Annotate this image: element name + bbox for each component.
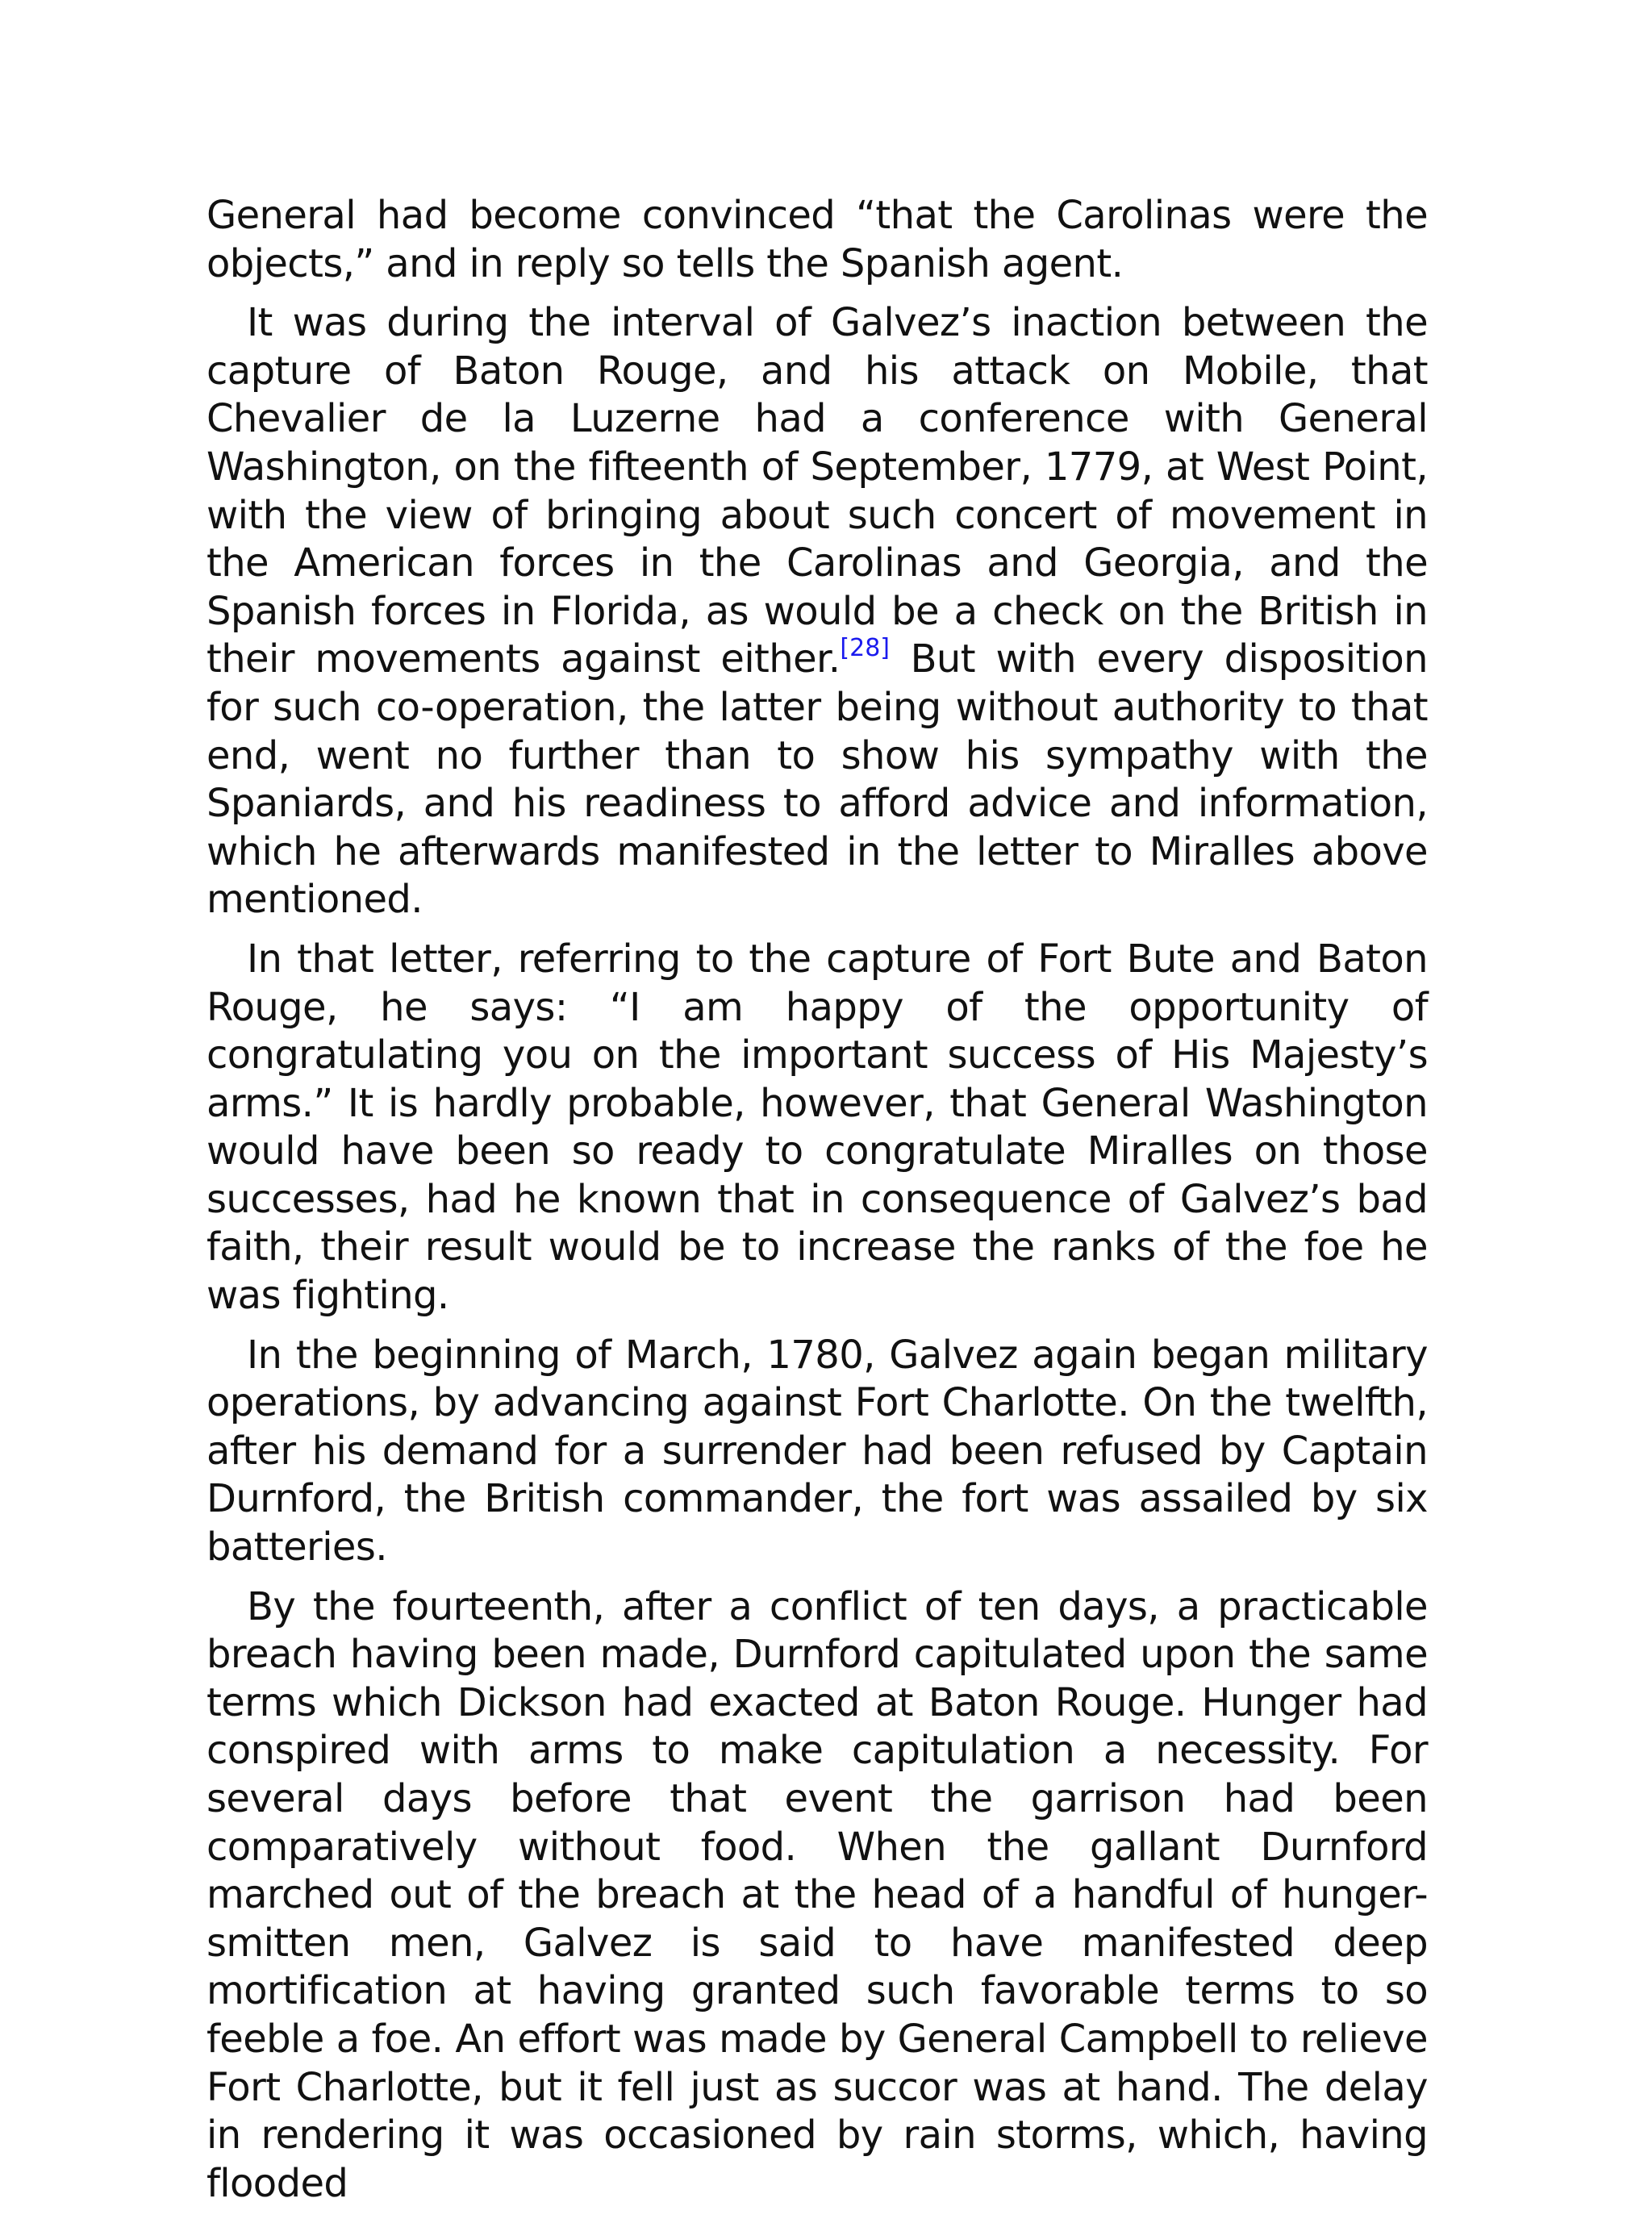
paragraph-5 — [206, 1583, 1428, 2209]
paragraph-3-text: In that letter, referring to the capture of Fort Bute and Baton Rouge, he says: “I am happy of the opportunity of congratulating you on the important success of His Majesty’s arms.” It is hardly probable, however, that General Washington would have been so ready to congratulate Miralles on those successes, had he known that in consequence of Galvez’s bad faith, their result would be to increase the ranks of the foe he was fighting. — [206, 936, 1428, 1319]
paragraph-5-text: By the fourteenth, after a conflict of ten days, a practicable breach having been made, Durnford capitulated upon the same terms which Dickson had exacted at Baton Rouge. Hunger had conspired with arms to make capitulation a necessity. For several days before that event the garrison had been comparatively without food. When the gallant Durnford marched out of the breach at the head of a handful of hunger-smitten men, Galvez is said to have manifested deep mortification at having granted such favorable terms to so feeble a foe. An effort was made by General Campbell to relieve Fort Charlotte, but it fell just as succor was at hand. The delay in rendering it was occasioned by rain storms, which, having flooded — [206, 1583, 1428, 2206]
paragraph-4-text: In the beginning of March, 1780, Galvez again began military operations, by advancing against Fort Charlotte. On the twelfth, after his demand for a surrender had been refused by Captain Durnford, the British commander, the fort was assailed by six batteries. — [206, 1332, 1428, 1570]
paragraph-4 — [206, 1332, 1428, 1572]
paragraph-2 — [206, 299, 1428, 924]
paragraph-1-text: General had become convinced “that the Carolinas were the objects,” and in reply so tells the Spanish agent. — [206, 193, 1428, 286]
paragraph-1 — [206, 192, 1428, 288]
paragraph-2-text: It was during the interval of Galvez’s inaction between the capture of Baton Rouge, and his attack on Mobile, that Chevalier de la Luzerne had a conference with General Washington, on the fifteenth of September, 1779, at West Point, with the view of bringing about such concert of movement in the American forces in the Carolinas and Georgia, and the Spanish forces in Florida, as would be a check on the British in their movements against either. — [206, 300, 1428, 682]
page-body — [206, 192, 1428, 2219]
paragraph-3 — [206, 936, 1428, 1320]
paragraph-2-text-continued: But with every disposition for such co-operation, the latter being without authority to that end, went no further than to show his sympathy with the Spaniards, and his readiness to afford advice and information, which he afterwards manifested in the letter to Miralles above mentioned. — [206, 636, 1428, 923]
footnote-link-28[interactable]: [28] — [840, 634, 891, 663]
